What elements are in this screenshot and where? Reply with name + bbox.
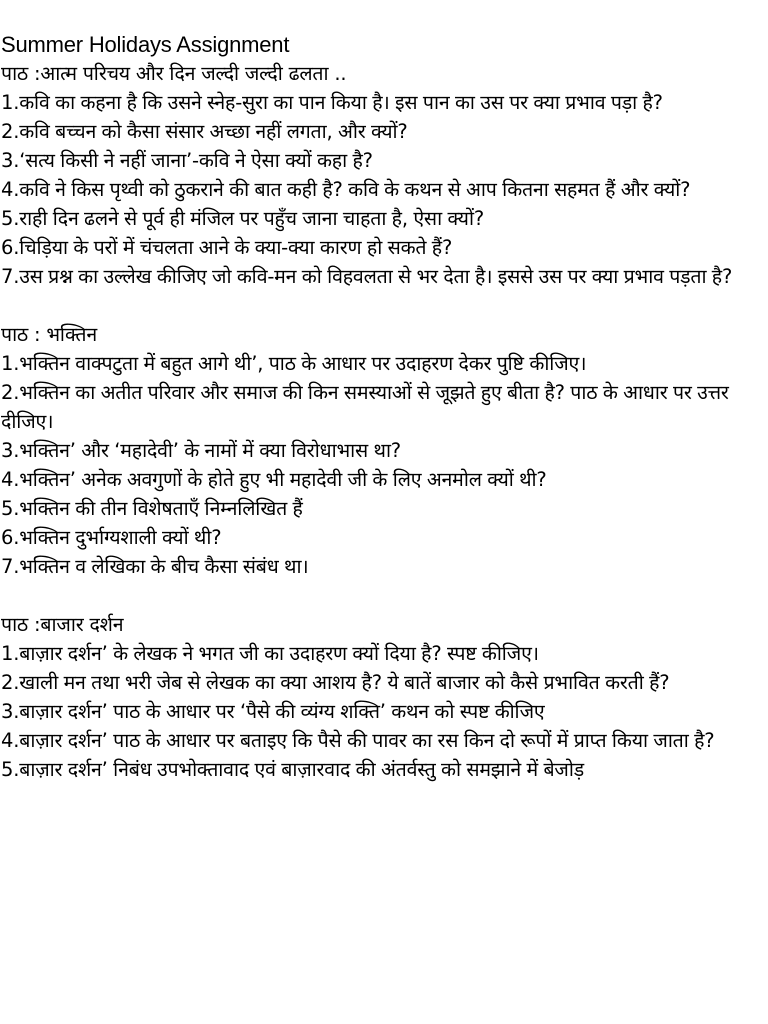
section-atma-parichay bbox=[1, 59, 768, 291]
section-bazar-darshan bbox=[1, 610, 768, 784]
question-item: 4.कवि ने किस पृथ्वी को ठुकराने की बात कही है? कवि के कथन से आप कितना सहमत हैं और क्यों? bbox=[1, 178, 691, 201]
question-item: 6.चिड़िया के परों में चंचलता आने के क्या-क्या कारण हो सकते हैं? bbox=[1, 236, 453, 259]
section-heading: पाठ : भक्तिन bbox=[1, 323, 97, 346]
question-item: 1.बाज़ार दर्शन’ के लेखक ने भगत जी का उदाहरण क्यों दिया है? स्पष्ट कीजिए। bbox=[1, 642, 539, 665]
question-item: 7.उस प्रश्न का उल्लेख कीजिए जो कवि-मन को विहवलता से भर देता है। इससे उस पर क्या प्रभाव पड़ता है? bbox=[1, 265, 733, 288]
section-heading: पाठ :आत्म परिचय और दिन जल्दी जल्दी ढलता .. bbox=[1, 62, 347, 85]
document-title: Summer Holidays Assignment bbox=[1, 32, 290, 57]
question-item: 5.राही दिन ढलने से पूर्व ही मंजिल पर पहुँच जाना चाहता है, ऐसा क्यों? bbox=[1, 207, 484, 230]
question-item: 5.भक्तिन की तीन विशेषताएँ निम्नलिखित हैं bbox=[1, 497, 303, 520]
section-heading: पाठ :बाजार दर्शन bbox=[1, 613, 124, 636]
section-bhaktin bbox=[1, 320, 768, 581]
question-item: 1.भक्तिन वाक्पटुता में बहुत आगे थी’, पाठ के आधार पर उदाहरण देकर पुष्टि कीजिए। bbox=[1, 352, 587, 375]
question-item: 2.भक्तिन का अतीत परिवार और समाज की किन समस्याओं से जूझते हुए बीता है? पाठ के आधार पर उत्तर दीजिए। bbox=[1, 381, 729, 433]
question-item: 6.भक्तिन दुर्भाग्यशाली क्यों थी? bbox=[1, 526, 222, 549]
question-item: 3.‘सत्य किसी ने नहीं जाना’-कवि ने ऐसा क्यों कहा है? bbox=[1, 149, 373, 172]
assignment-document bbox=[0, 30, 768, 784]
question-item: 7.भक्तिन व लेखिका के बीच कैसा संबंध था। bbox=[1, 555, 309, 578]
question-item: 3.बाज़ार दर्शन’ पाठ के आधार पर ‘पैसे की व्यंग्य शक्ति’ कथन को स्पष्ट कीजिए bbox=[1, 700, 545, 723]
question-item: 2.खाली मन तथा भरी जेब से लेखक का क्या आशय है? ये बातें बाजार को कैसे प्रभावित करती हैं? bbox=[1, 671, 670, 694]
question-item: 2.कवि बच्चन को कैसा संसार अच्छा नहीं लगता, और क्यों? bbox=[1, 120, 408, 143]
question-item: 1.कवि का कहना है कि उसने स्नेह-सुरा का पान किया है। इस पान का उस पर क्या प्रभाव पड़ा है? bbox=[1, 91, 663, 114]
question-item: 5.बाज़ार दर्शन’ निबंध उपभोक्तावाद एवं बाज़ारवाद की अंतर्वस्तु को समझाने में बेजोड़ bbox=[1, 758, 584, 781]
question-item: 4.भक्तिन’ अनेक अवगुणों के होते हुए भी महादेवी जी के लिए अनमोल क्यों थी? bbox=[1, 468, 547, 491]
question-item: 4.बाज़ार दर्शन’ पाठ के आधार पर बताइए कि पैसे की पावर का रस किन दो रूपों में प्राप्त किया जाता है? bbox=[1, 729, 715, 752]
question-item: 3.भक्तिन’ और ‘महादेवी’ के नामों में क्या विरोधाभास था? bbox=[1, 439, 401, 462]
